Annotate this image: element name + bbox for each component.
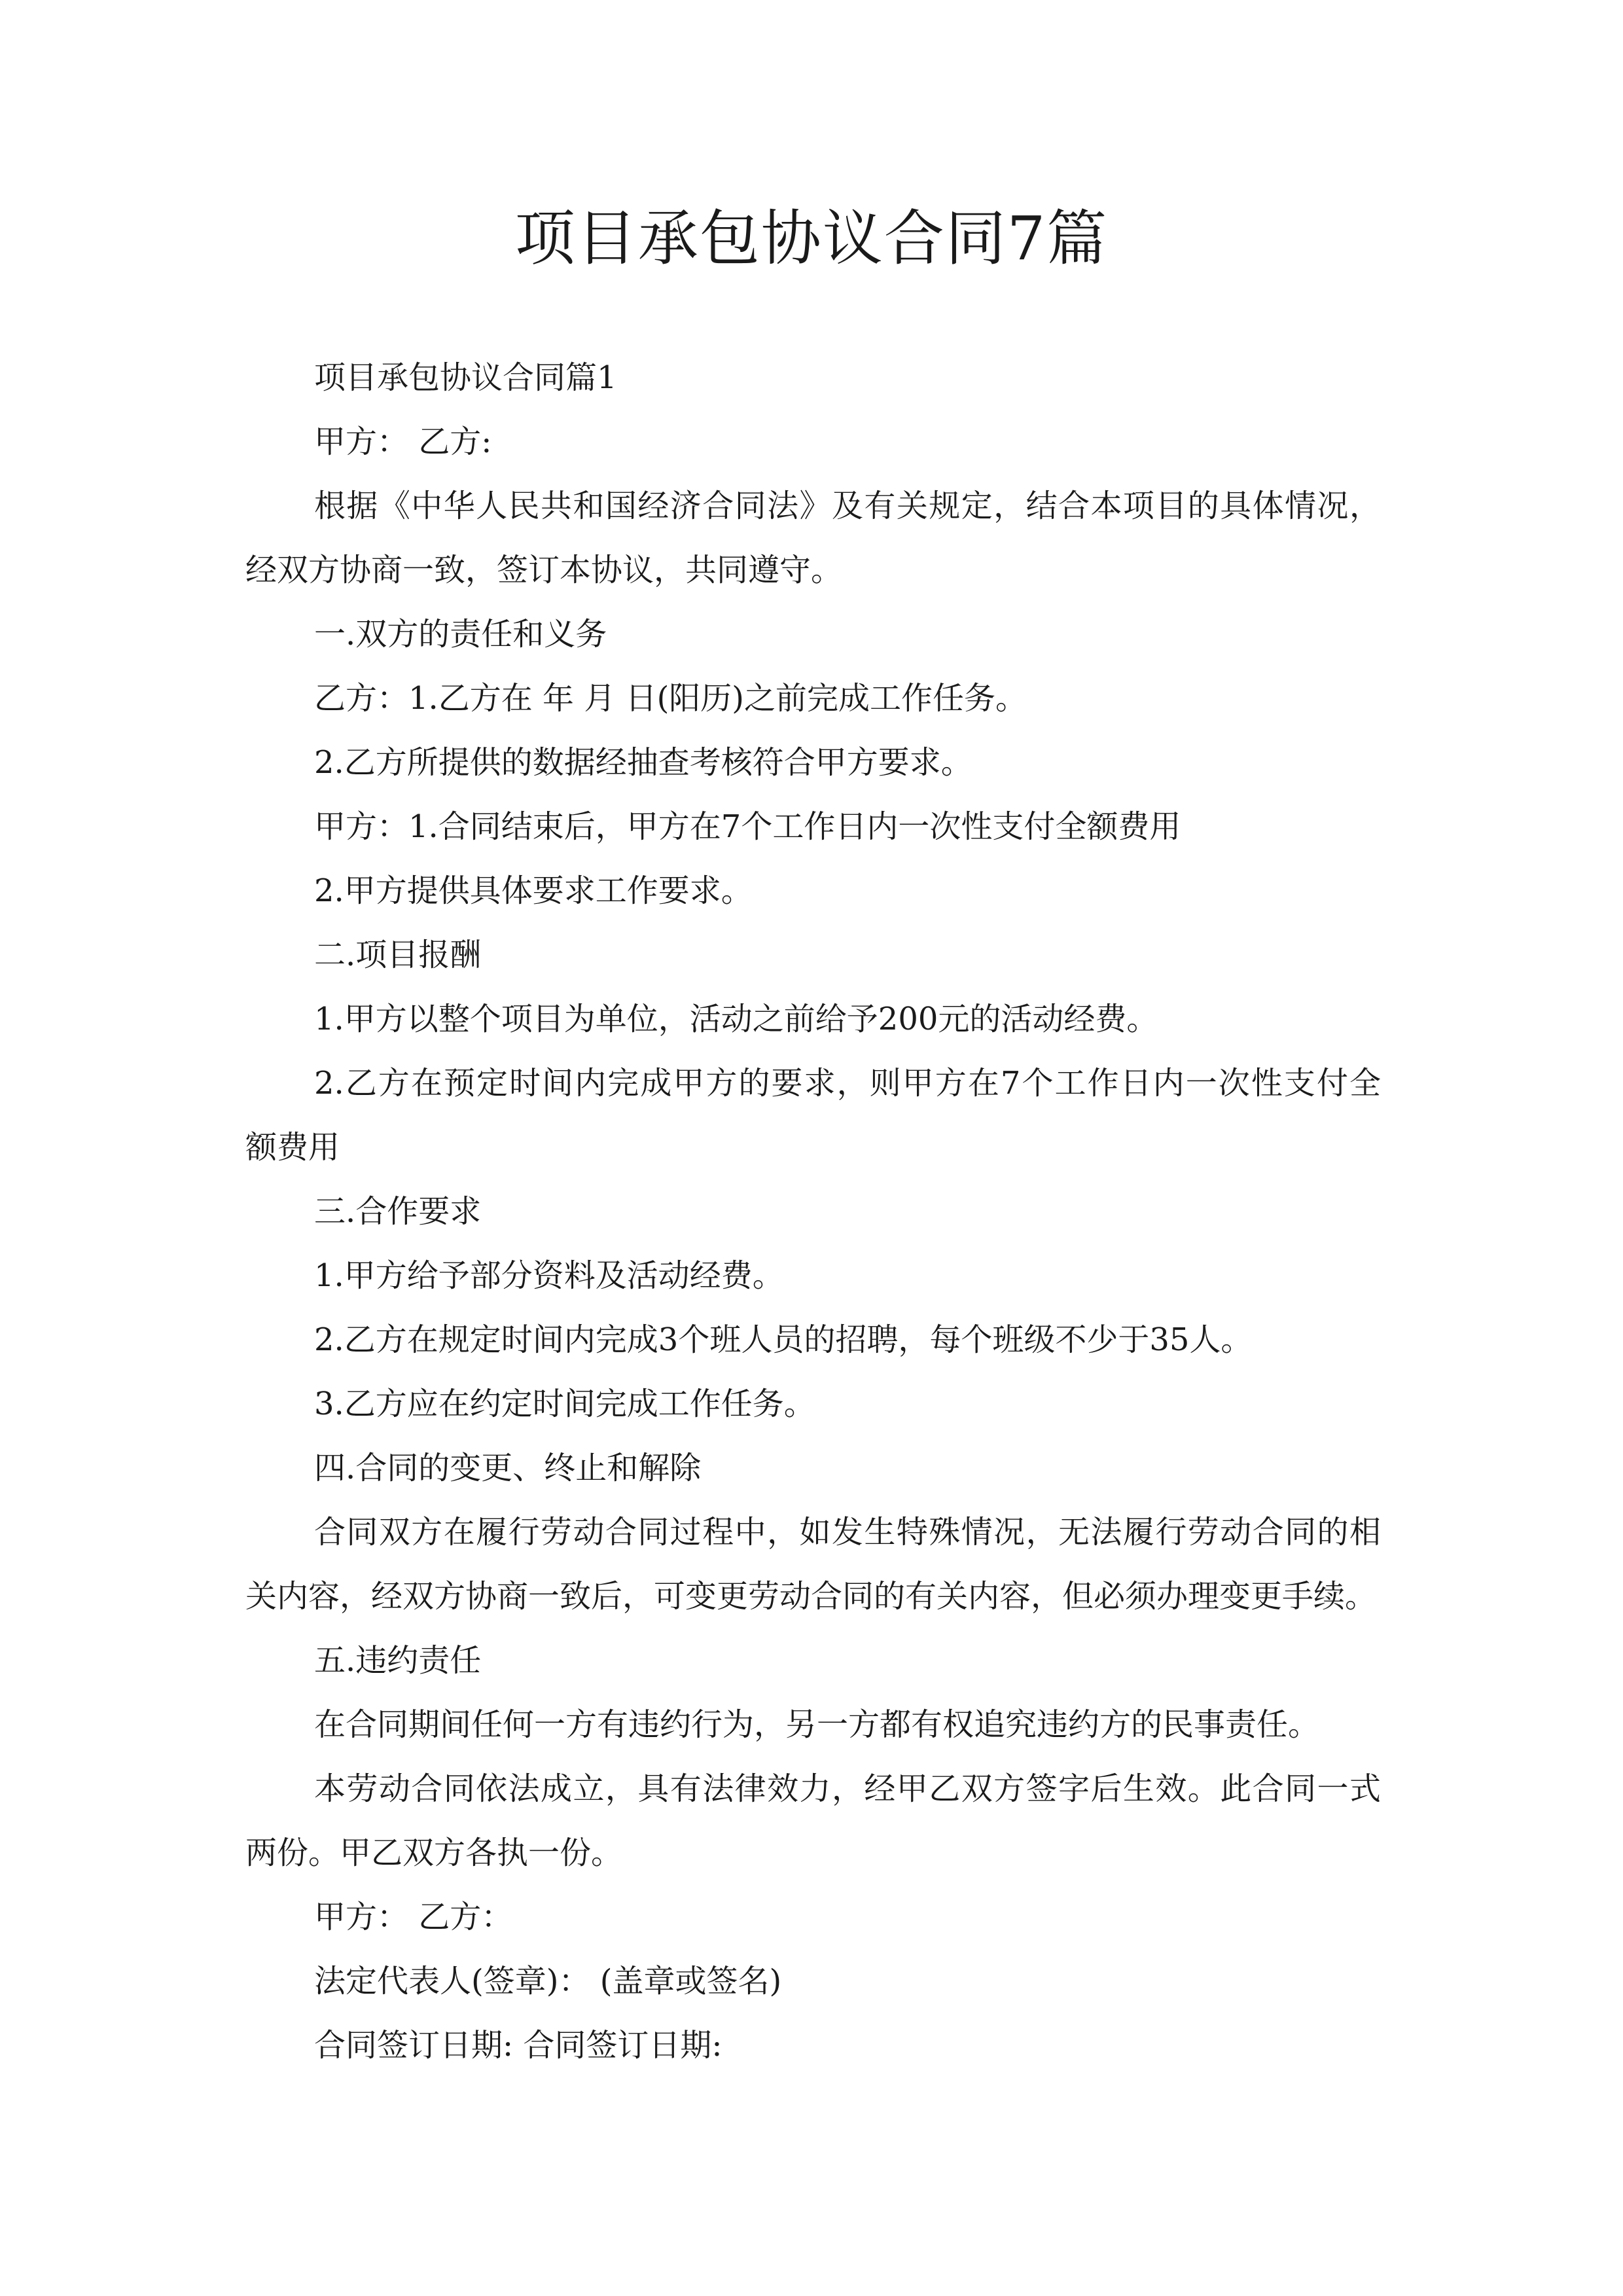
clause-line: 1.甲方以整个项目为单位，活动之前给予200元的活动经费。 — [314, 1001, 1158, 1037]
paragraph-line: 两份。甲乙双方各执一份。 — [245, 1835, 623, 1871]
clause-line: 额费用 — [245, 1129, 340, 1166]
clause-line: 2.甲方提供具体要求工作要求。 — [314, 872, 753, 909]
clause-line: 1.甲方给予部分资料及活动经费。 — [314, 1257, 784, 1294]
clause-line: 甲方：1.合同结束后，甲方在7个工作日内一次性支付全额费用 — [314, 808, 1181, 845]
document-title: 项目承包协议合同7篇 — [514, 204, 1109, 274]
party-line: 甲方： 乙方: — [314, 423, 492, 460]
clause-heading: 二.项目报酬 — [314, 937, 482, 973]
document-body — [245, 346, 1381, 2077]
paragraph-line: 关内容，经双方协商一致后，可变更劳动合同的有关内容，但必须办理变更手续。 — [245, 1578, 1377, 1615]
paragraph-line: 根据《中华人民共和国经济合同法》及有关规定，结合本项目的具体情况， — [314, 488, 1381, 524]
clause-heading: 一.双方的责任和义务 — [314, 616, 607, 653]
clause-heading: 五.违约责任 — [314, 1642, 482, 1679]
clause-line: 2.乙方所提供的数据经抽查考核符合甲方要求。 — [314, 744, 972, 781]
paragraph-line: 在合同期间任何一方有违约行为，另一方都有权追究违约方的民事责任。 — [314, 1706, 1320, 1743]
paragraph-line: 合同双方在履行劳动合同过程中，如发生特殊情况，无法履行劳动合同的相 — [314, 1514, 1381, 1551]
signature-date-line: 合同签订日期: 合同签订日期: — [314, 2027, 722, 2064]
paragraph-line: 经双方协商一致，签订本协议，共同遵守。 — [245, 552, 843, 588]
signature-party-line: 甲方： 乙方： — [314, 1899, 513, 1935]
clause-heading: 三.合作要求 — [314, 1193, 482, 1230]
clause-line: 2.乙方在规定时间内完成3个班人员的招聘，每个班级不少于35人。 — [314, 1321, 1253, 1358]
clause-line: 3.乙方应在约定时间完成工作任务。 — [314, 1386, 815, 1422]
signature-representative-line: 法定代表人(签章)： (盖章或签名) — [314, 1963, 782, 2000]
section-heading: 项目承包协议合同篇1 — [314, 359, 617, 396]
clause-heading: 四.合同的变更、终止和解除 — [314, 1450, 702, 1486]
clause-line: 2.乙方在预定时间内完成甲方的要求，则甲方在7个工作日内一次性支付全 — [314, 1065, 1381, 1102]
paragraph-line: 本劳动合同依法成立，具有法律效力，经甲乙双方签字后生效。此合同一式 — [314, 1770, 1381, 1807]
clause-line: 乙方：1.乙方在 年 月 日(阳历)之前完成工作任务。 — [314, 680, 1027, 717]
